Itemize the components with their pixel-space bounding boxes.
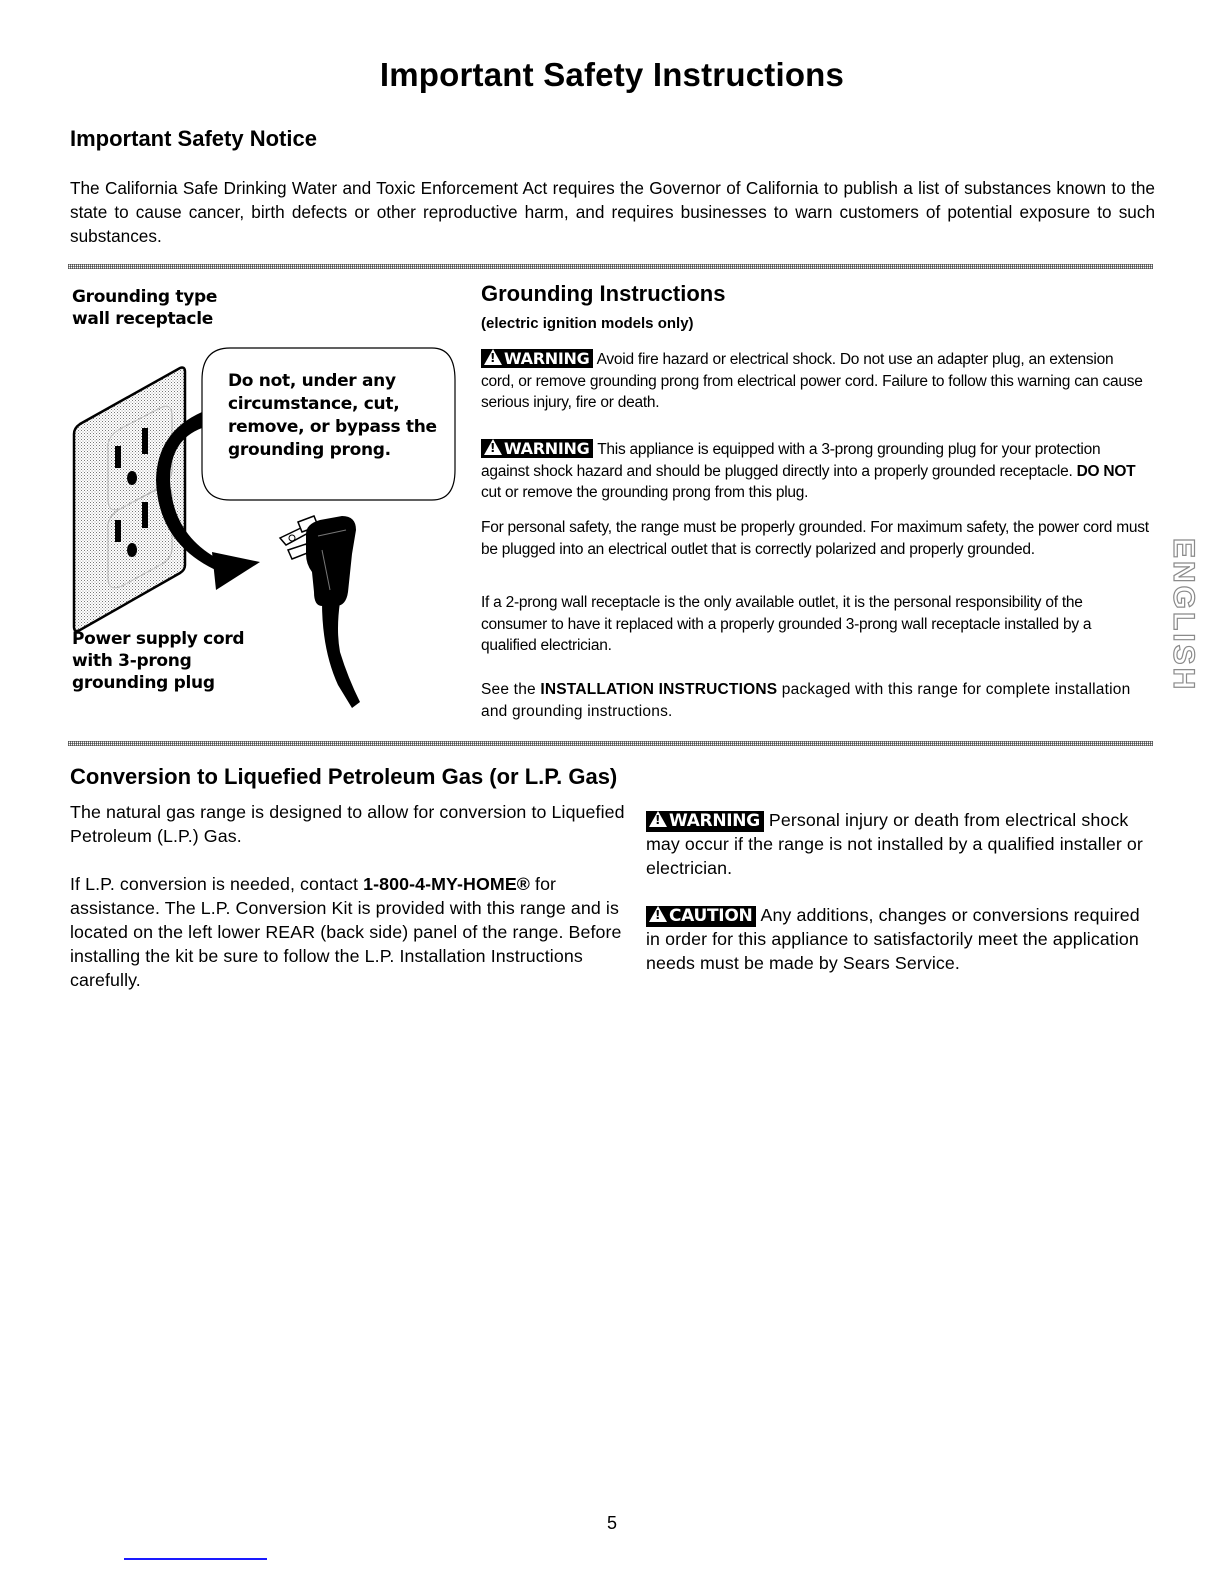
grounding-warning-1 [481, 349, 1149, 414]
lp-gas-caution [646, 903, 1156, 975]
plug-icon [280, 516, 360, 708]
figure-label-line: grounding plug [72, 673, 215, 693]
lp-gas-paragraph [70, 872, 630, 992]
lp-gas-warning [646, 808, 1156, 880]
caution-text: Any additions, changes or conversions required in order for this appliance to satisfactorily meet the application needs must be made by Sears Service. [646, 905, 1140, 973]
paragraph-text: for assistance. The L.P. Conversion Kit is provided with this range and is located on the left lower REAR (back side) panel of the range. Before installing the kit be sure to follow the L.P. Installation Instructions carefully. [70, 874, 622, 990]
section-divider [68, 741, 1153, 746]
figure-label-plug [72, 628, 244, 694]
figure-label-line: wall receptacle [72, 309, 213, 329]
warning-badge-label: WARNING [669, 811, 760, 831]
warning-text: Avoid fire hazard or electrical shock. Do not use an adapter plug, an extension cord, or remove grounding prong from electrical power cord. Failure to follow this warning can cause serious injury, fire or death. [481, 351, 1143, 411]
warning-emphasis: DO NOT [1076, 462, 1136, 480]
figure-label-receptacle [72, 286, 217, 330]
installation-instructions-reference: INSTALLATION INSTRUCTIONS [540, 681, 778, 698]
warning-badge-label: WARNING [504, 439, 590, 458]
lp-gas-paragraph: The natural gas range is designed to allow for conversion to Liquefied Petroleum (L.P.) Gas. [70, 802, 625, 846]
language-tab [1166, 536, 1202, 693]
grounding-heading: Grounding Instructions [481, 281, 726, 306]
grounding-paragraph: For personal safety, the range must be properly grounded. For maximum safety, the power cord must be plugged into an electrical outlet that is correctly polarized and properly grounded. [481, 519, 1149, 558]
warning-badge-label: WARNING [504, 349, 590, 368]
warning-triangle-icon [484, 349, 502, 365]
warning-triangle-icon [484, 439, 502, 455]
language-tab-label: ENGLISH [1167, 538, 1200, 693]
callout-text: Do not, under any circumstance, cut, remove, or bypass the grounding prong. [228, 371, 437, 460]
page-number: 5 [606, 1513, 617, 1533]
warning-triangle-icon [649, 811, 667, 827]
warning-badge [481, 439, 593, 458]
caution-triangle-icon [649, 906, 667, 922]
notice-body: The California Safe Drinking Water and Toxic Enforcement Act requires the Governor of California to publish a list of substances known to the state to cause cancer, birth defects or other reproductive harm, and requires businesses to warn customers of potential exposure to such substances. [70, 178, 1155, 246]
footer-rule [124, 1558, 267, 1560]
grounding-paragraph [481, 679, 1149, 722]
grounding-warning-2 [481, 439, 1149, 504]
warning-badge [481, 349, 593, 368]
grounding-subheading: (electric ignition models only) [481, 315, 694, 332]
lp-gas-heading: Conversion to Liquefied Petroleum Gas (or L.P. Gas) [70, 764, 618, 789]
figure-label-line: Grounding type [72, 287, 218, 307]
paragraph-text: If L.P. conversion is needed, contact [70, 874, 359, 894]
phone-number: 1-800-4-MY-HOME® [363, 874, 530, 894]
warning-text: cut or remove the grounding prong from this plug. [481, 484, 809, 501]
paragraph-text: packaged with this range for complete installation and grounding instructions. [481, 681, 1131, 720]
paragraph-text: See the [481, 681, 536, 698]
caution-badge [646, 906, 756, 927]
section-divider [68, 264, 1153, 269]
caution-badge-label: CAUTION [669, 906, 753, 926]
warning-text: Personal injury or death from electrical shock may occur if the range is not installed by a qualified installer or electrician. [646, 810, 1143, 878]
notice-heading: Important Safety Notice [70, 126, 317, 151]
figure-label-line: with 3-prong [72, 651, 192, 671]
page-title: Important Safety Instructions [379, 56, 845, 93]
figure-label-line: Power supply cord [72, 629, 245, 649]
warning-badge [646, 811, 764, 832]
warning-text: This appliance is equipped with a 3-prong grounding plug for your protection against shock hazard and should be plugged directly into a properly grounded receptacle. [481, 441, 1101, 480]
grounding-paragraph: If a 2-prong wall receptacle is the only available outlet, it is the personal responsibility of the consumer to have it replaced with a properly grounded 3-prong wall receptacle installed by a qualified electrician. [481, 594, 1092, 654]
